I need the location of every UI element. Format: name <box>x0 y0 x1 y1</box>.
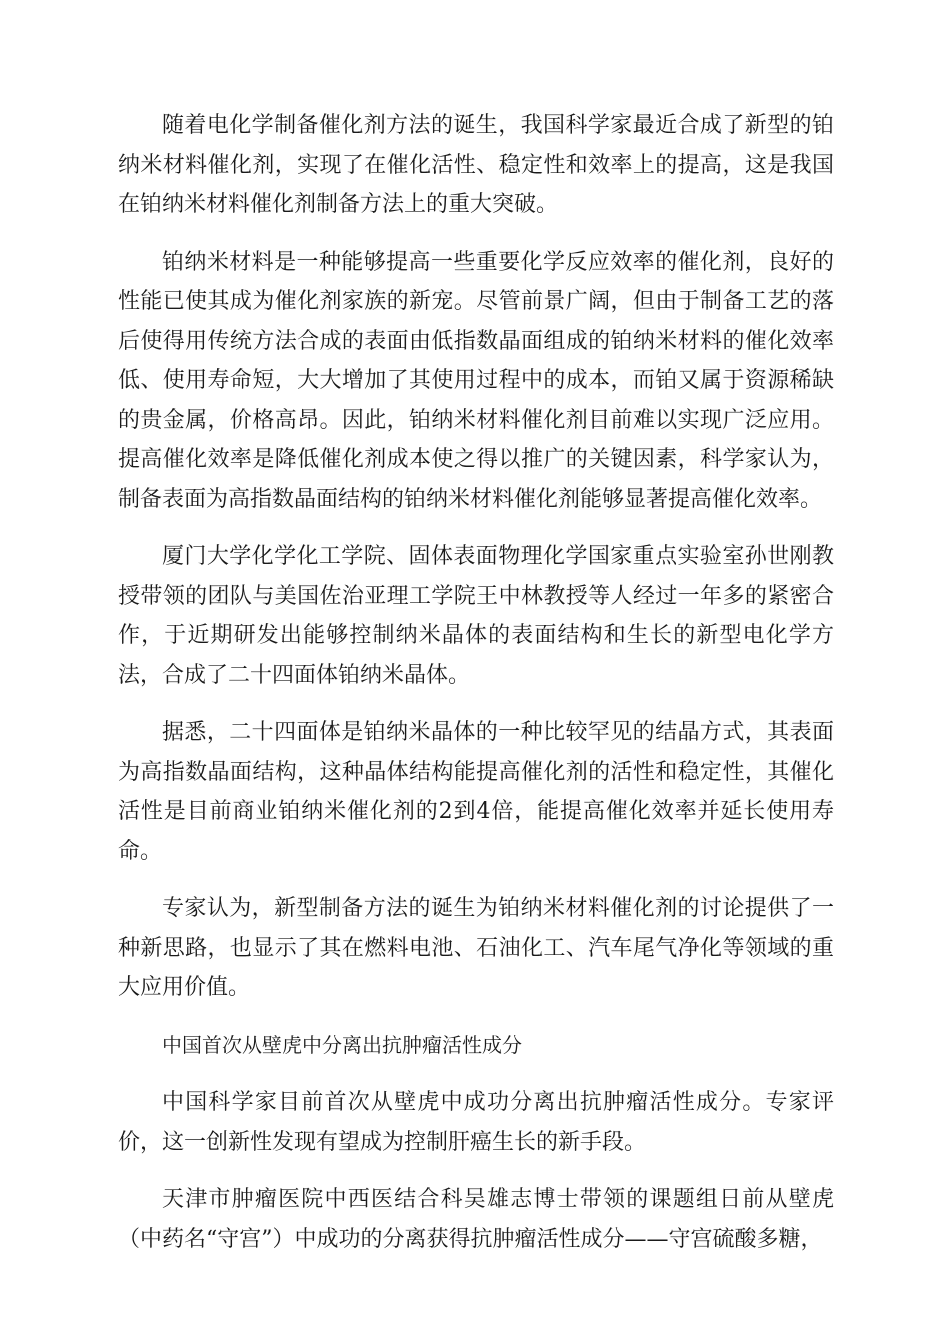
paragraph-icositetrahedron: 据悉，二十四面体是铂纳米晶体的一种比较罕见的结晶方式，其表面为高指数晶面结构，这种晶体结构能提高催化剂的活性和稳定性，其催化活性是目前商业铂纳米催化剂的2到4倍，能提高催化效率并延长使用寿命。 <box>118 720 834 864</box>
paragraph-intro: 随着电化学制备催化剂方法的诞生，我国科学家最近合成了新型的铂纳米材料催化剂，实现了在催化活性、稳定性和效率上的提高，这是我国在铂纳米材料催化剂制备方法上的重大突破。 <box>118 113 834 217</box>
paragraph-gecko-detail: 天津市肿瘤医院中西医结合科吴雄志博士带领的课题组日前从壁虎（中药名“守宫”）中成功的分离获得抗肿瘤活性成分——守宫硫酸多糖， <box>118 1187 834 1252</box>
paragraph-platinum-background: 铂纳米材料是一种能够提高一些重要化学反应效率的催化剂，良好的性能已使其成为催化剂家族的新宠。尽管前景广阔，但由于制备工艺的落后使得用传统方法合成的表面由低指数晶面组成的铂纳米材料的催化效率低、使用寿命短，大大增加了其使用过程中的成本，而铂又属于资源稀缺的贵金属，价格高昂。因此，铂纳米材料催化剂目前难以实现广泛应用。提高催化效率是降低催化剂成本使之得以推广的关键因素，科学家认为，制备表面为高指数晶面结构的铂纳米材料催化剂能够显著提高催化效率。 <box>118 249 834 512</box>
paragraph-gecko-summary: 中国科学家目前首次从壁虎中成功分离出抗肿瘤活性成分。专家评价，这一创新性发现有望成为控制肝癌生长的新手段。 <box>118 1090 834 1155</box>
section-heading-gecko: 中国首次从壁虎中分离出抗肿瘤活性成分 <box>162 1032 522 1057</box>
paragraph-xiamen-research: 厦门大学化学化工学院、固体表面物理化学国家重点实验室孙世刚教授带领的团队与美国佐治亚理工学院王中林教授等人经过一年多的紧密合作，于近期研发出能够控制纳米晶体的表面结构和生长的新型电化学方法，合成了二十四面体铂纳米晶体。 <box>118 544 834 688</box>
document-body <box>118 106 834 1277</box>
paragraph-expert-opinion: 专家认为，新型制备方法的诞生为铂纳米材料催化剂的讨论提供了一种新思路，也显示了其在燃料电池、石油化工、汽车尾气净化等领域的重大应用价值。 <box>118 896 834 1000</box>
